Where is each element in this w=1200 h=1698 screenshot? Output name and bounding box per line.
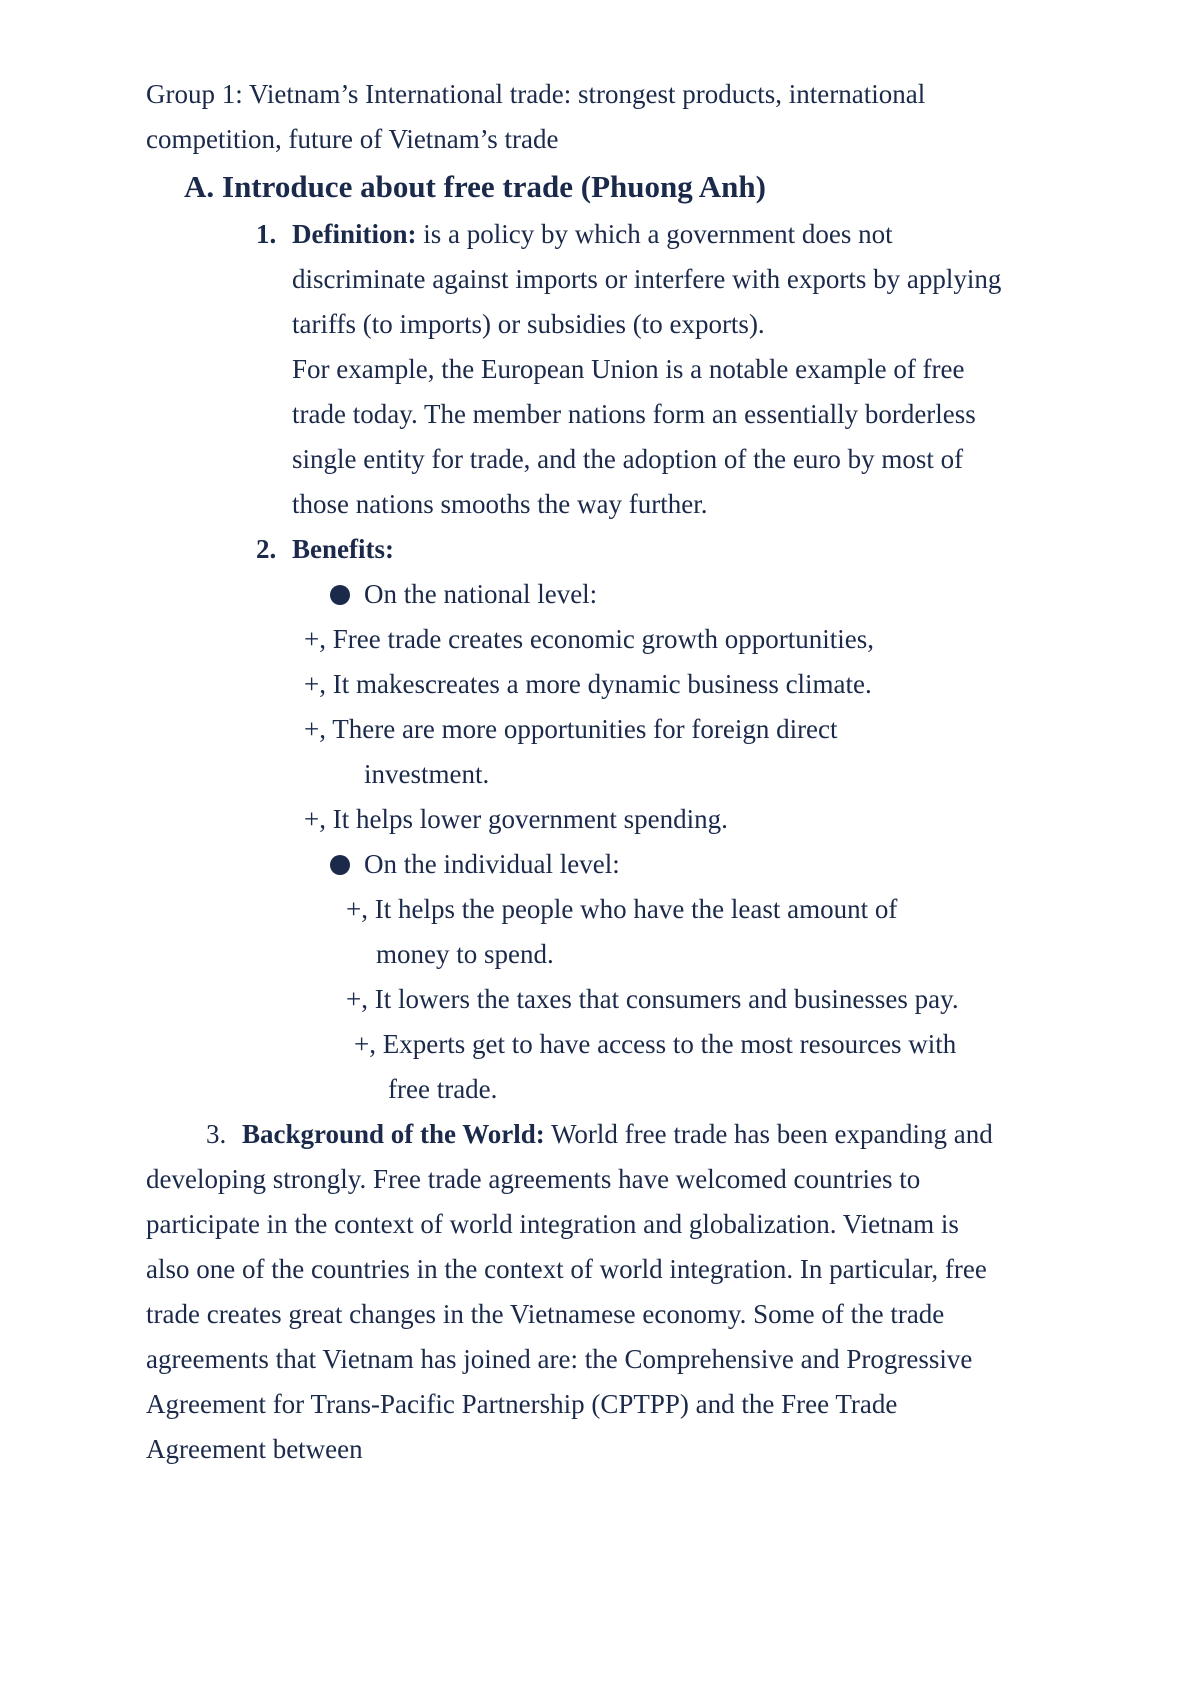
national-benefit-3: +, There are more opportunities for foreign direct (304, 714, 838, 744)
background-line-4: also one of the countries in the context of world integration. In particular, free (146, 1254, 987, 1284)
individual-level-label: On the individual level: (364, 849, 620, 879)
national-level-bullet (330, 572, 597, 617)
background-line-3: participate in the context of world integration and globalization. Vietnam is (146, 1209, 959, 1239)
individual-level-bullet (330, 842, 620, 887)
definition-line-1 (256, 212, 893, 257)
section-a-heading (184, 164, 766, 209)
benefits-label: Benefits: (292, 534, 394, 564)
national-benefit-4: +, It helps lower government spending. (304, 804, 728, 834)
item-1-number: 1. (256, 219, 277, 249)
background-label: Background of the World: (242, 1119, 545, 1149)
background-line-8: Agreement between (146, 1434, 363, 1464)
national-level-label: On the national level: (364, 579, 598, 609)
individual-benefit-1: +, It helps the people who have the least amount of (346, 894, 898, 924)
example-line-3: single entity for trade, and the adoption of the euro by most of (292, 444, 964, 474)
background-line-2: developing strongly. Free trade agreements have welcomed countries to (146, 1164, 921, 1194)
example-line-4: those nations smooths the way further. (292, 489, 708, 519)
national-benefit-1: +, Free trade creates economic growth opportunities, (304, 624, 875, 654)
background-line-7: Agreement for Trans-Pacific Partnership (CPTPP) and the Free Trade (146, 1389, 898, 1419)
document-title-line-1: Group 1: Vietnam’s International trade: strongest products, international (146, 79, 926, 109)
background-text: World free trade has been expanding and (544, 1119, 993, 1149)
example-line-2: trade today. The member nations form an essentially borderless (292, 399, 976, 429)
individual-benefit-1-cont: money to spend. (376, 939, 554, 969)
bullet-dot-icon (330, 855, 350, 875)
section-a-letter: A. (184, 169, 215, 204)
benefits-line (256, 527, 394, 572)
definition-label: Definition: (292, 219, 417, 249)
background-line-6: agreements that Vietnam has joined are: the Comprehensive and Progressive (146, 1344, 973, 1374)
example-line-1: For example, the European Union is a notable example of free (292, 354, 965, 384)
definition-line-2: discriminate against imports or interfere with exports by applying (292, 264, 1002, 294)
document-title-line-2: competition, future of Vietnam’s trade (146, 124, 559, 154)
background-line-5: trade creates great changes in the Vietnamese economy. Some of the trade (146, 1299, 945, 1329)
item-3-number: 3. (206, 1119, 227, 1149)
background-line-1 (206, 1112, 993, 1157)
national-benefit-3-cont: investment. (364, 759, 490, 789)
individual-benefit-2: +, It lowers the taxes that consumers and businesses pay. (346, 984, 959, 1014)
national-benefit-2: +, It makescreates a more dynamic business climate. (304, 669, 872, 699)
bullet-dot-icon (330, 585, 350, 605)
individual-benefit-3: +, Experts get to have access to the most resources with (354, 1029, 957, 1059)
definition-line-3: tariffs (to imports) or subsidies (to exports). (292, 309, 765, 339)
definition-text: is a policy by which a government does not (416, 219, 893, 249)
section-a-title: Introduce about free trade (Phuong Anh) (222, 169, 766, 204)
individual-benefit-3-cont: free trade. (388, 1074, 498, 1104)
item-2-number: 2. (256, 534, 277, 564)
